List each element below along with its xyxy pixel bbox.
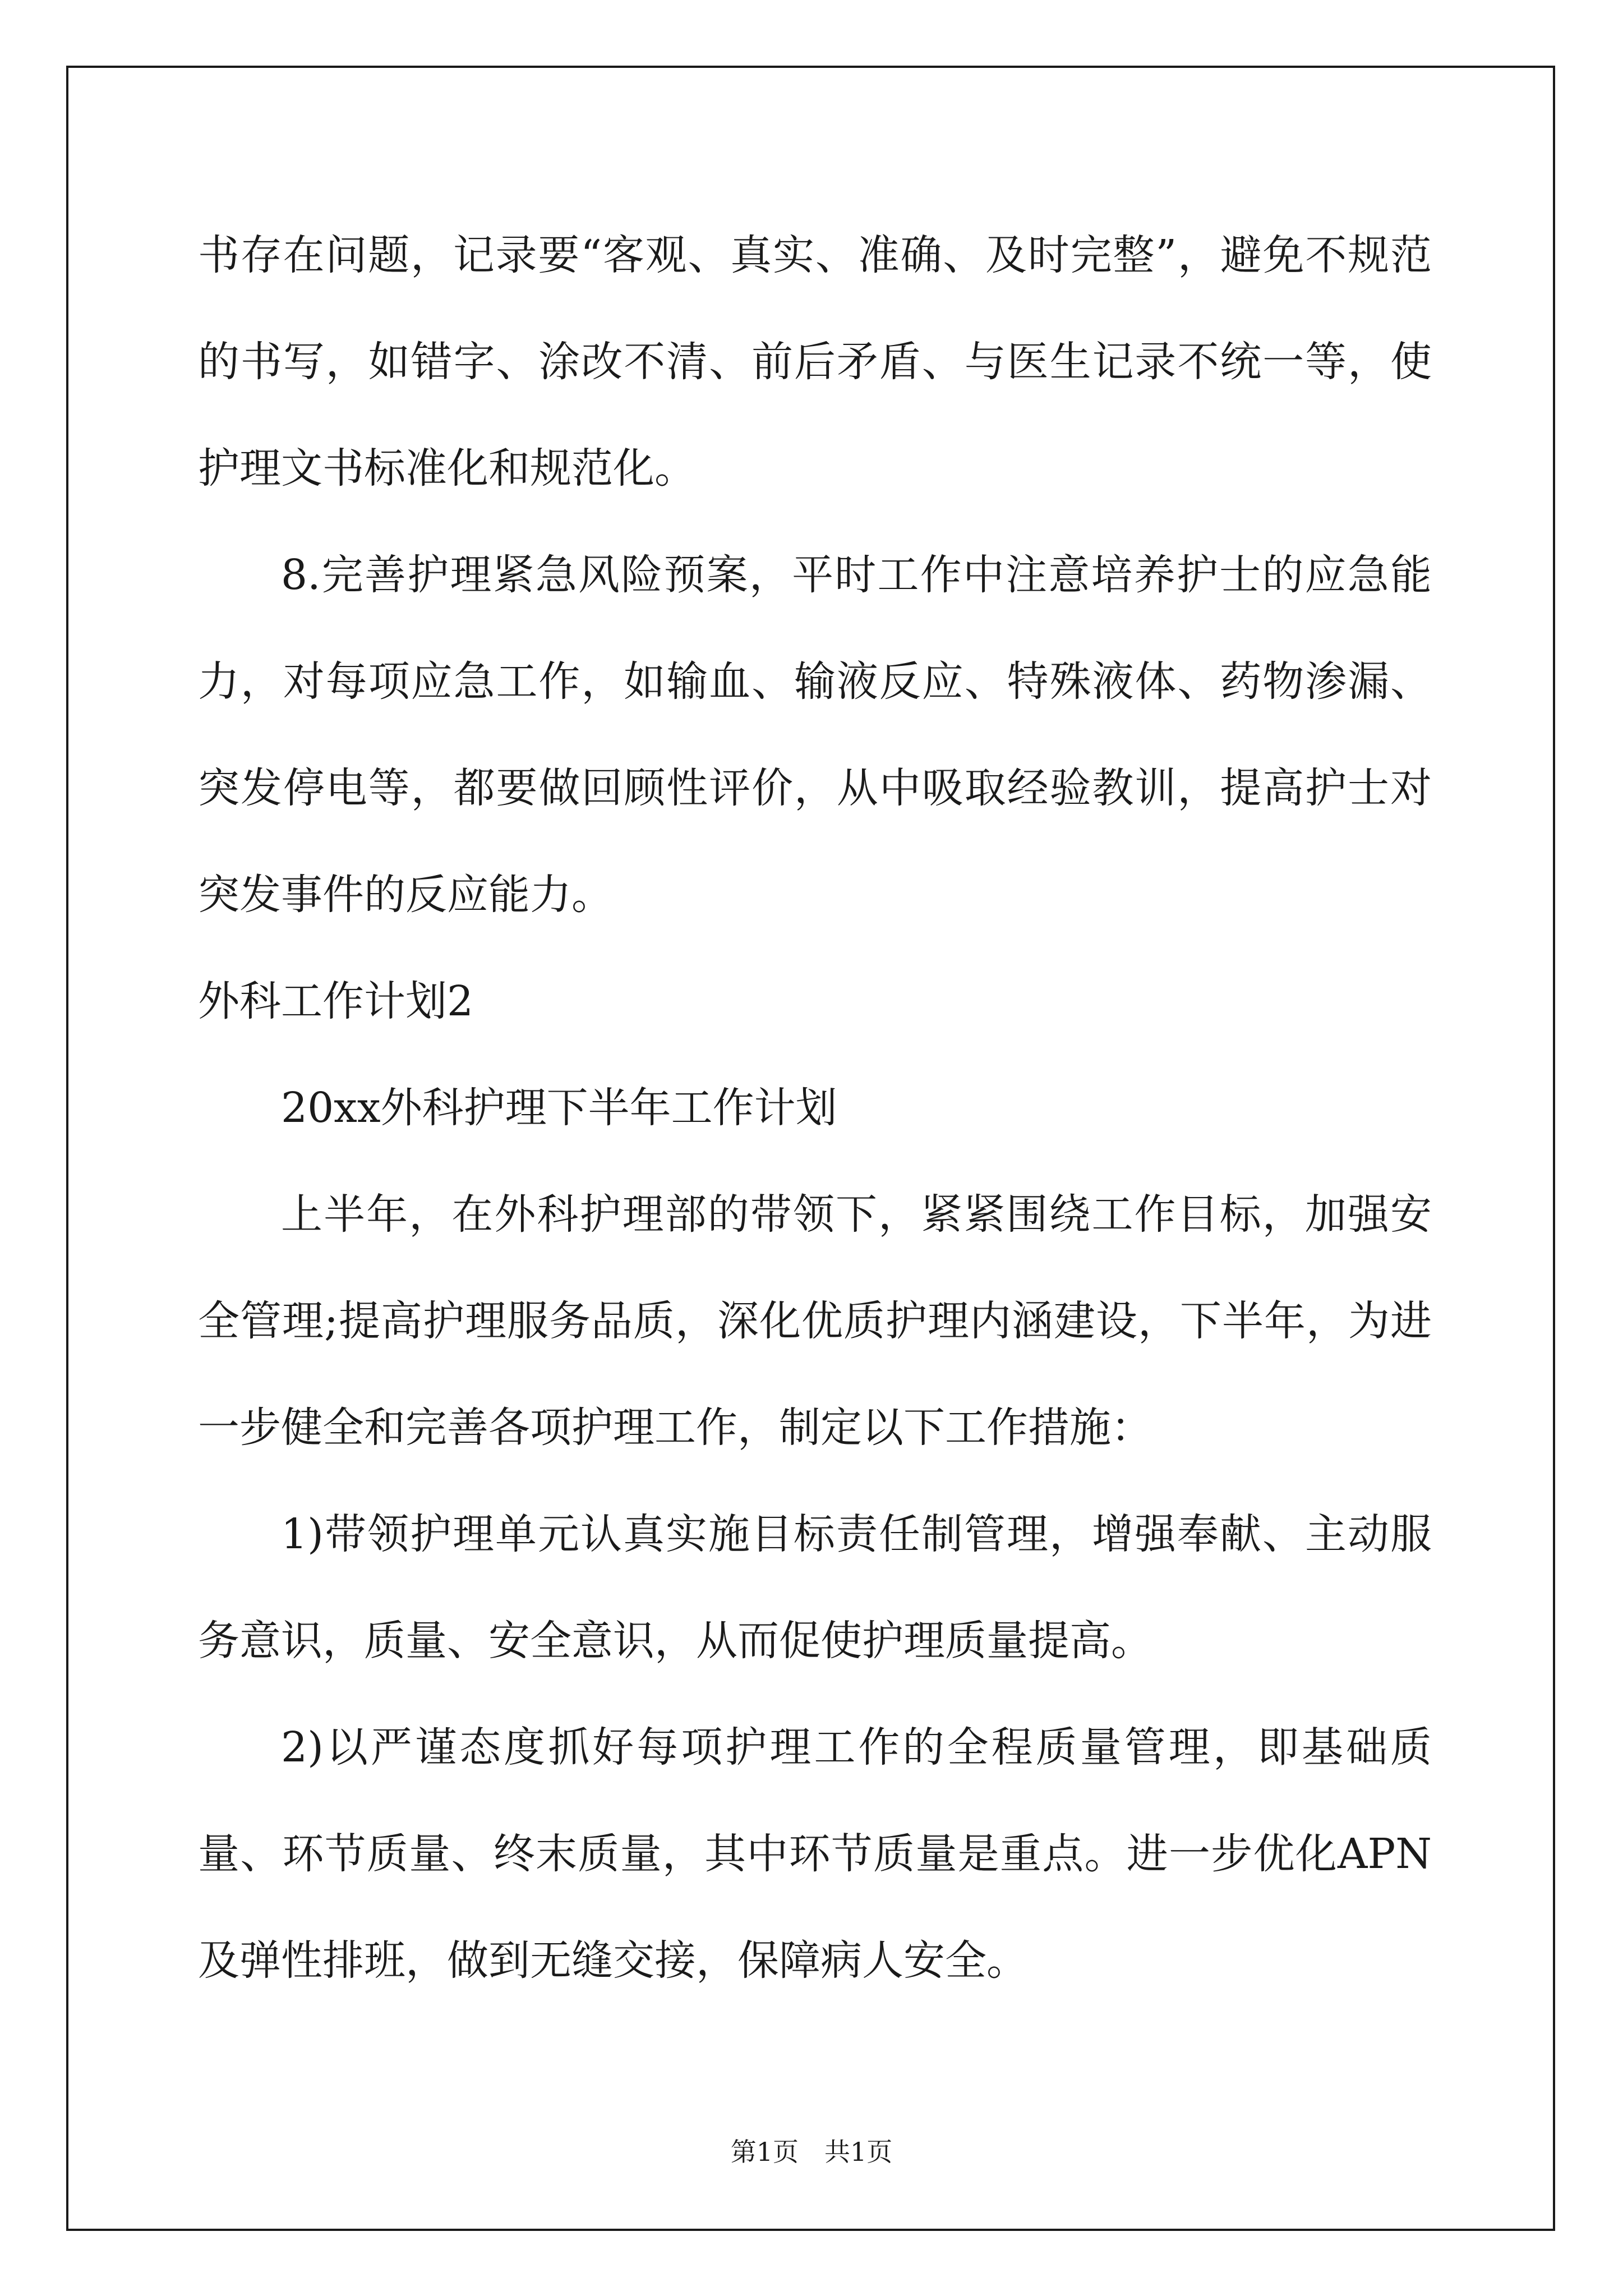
section-heading: 外科工作计划2 — [198, 977, 474, 1025]
paragraph-2: 8.完善护理紧急风险预案，平时工作中注意培养护士的应急能力，对每项应急工作，如输血、输液反应、特殊液体、药物渗漏、突发停电等，都要做回顾性评价，从中吸取经验教训，提高护士对突发事件的反应能力。 — [198, 551, 1432, 919]
page-number: 第1页 — [730, 2137, 799, 2167]
paragraph-1: 书存在问题，记录要“客观、真实、准确、及时完整”，避免不规范的书写，如错字、涂改不清、前后矛盾、与医生记录不统一等，使护理文书标准化和规范化。 — [198, 231, 1432, 493]
page-footer — [0, 2132, 1623, 2169]
document-title: 20xx外科护理下半年工作计划 — [281, 1084, 837, 1132]
paragraph-4: 1)带领护理单元认真实施目标责任制管理，增强奉献、主动服务意识，质量、安全意识，从而促使护理质量提高。 — [198, 1510, 1432, 1665]
paragraph-3: 上半年，在外科护理部的带领下，紧紧围绕工作目标，加强安全管理;提高护理服务品质，深化优质护理内涵建设，下半年，为进一步健全和完善各项护理工作，制定以下工作措施： — [198, 1190, 1432, 1452]
document-body — [198, 202, 1432, 2014]
paragraph-5: 2)以严谨态度抓好每项护理工作的全程质量管理，即基础质量、环节质量、终末质量，其中环节质量是重点。进一步优化APN及弹性排班，做到无缝交接，保障病人安全。 — [198, 1723, 1432, 1985]
page-total: 共1页 — [824, 2137, 893, 2167]
